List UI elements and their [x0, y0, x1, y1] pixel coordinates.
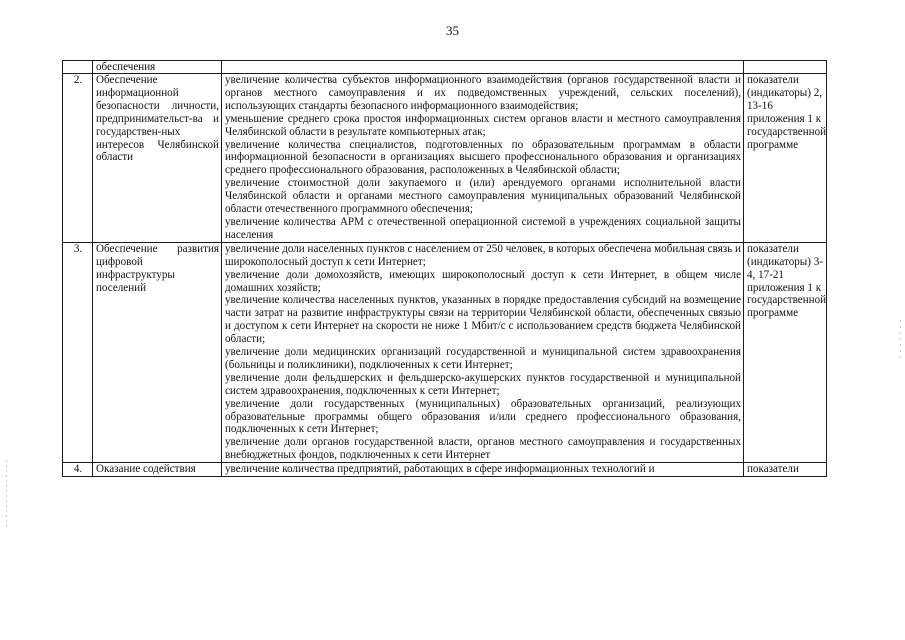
table-row: [63, 74, 827, 243]
program-table: [62, 60, 827, 477]
row-number: [63, 61, 93, 74]
task-cell: Обеспечение развития цифровой инфраструктуры поселений: [93, 242, 222, 462]
scan-artifact: [6, 460, 7, 530]
indicators-cell: показатели: [744, 463, 827, 477]
result-item: увеличение количества АРМ с отечественной операционной системой в учреждениях социальной защиты населения: [225, 215, 741, 241]
indicators-cell: показатели (индикаторы) 2, 13-16 приложения 1 к государственной программе: [744, 74, 827, 243]
page-number: 35: [446, 23, 459, 38]
table-row: [63, 61, 827, 74]
results-cell: [222, 242, 744, 462]
row-number: 4.: [63, 463, 93, 477]
result-item: увеличение доли фельдшерских и фельдшерско-акушерских пунктов государственной и муниципальной систем здравоохранения, подключенных к сети Интернет;: [225, 371, 741, 397]
result-item: увеличение стоимостной доли закупаемого и (или) арендуемого органами исполнительной власти Челябинской области и органами местного самоуправления муниципальных образований Челябинской области отечественного программного обеспечения;: [225, 177, 741, 216]
table-row: [63, 463, 827, 477]
result-item: увеличение количества специалистов, подготовленных по образовательным программам в области информационной безопасности в организациях высшего профессионального образования и организациях среднего профессионального образования, расположенных в Челябинской области;: [225, 138, 741, 177]
task-text: обеспечения: [96, 61, 156, 73]
result-item: увеличение доли органов государственной власти, органов местного самоуправления и государственных внебюджетных фондов, подключенных к сети Интернет: [225, 436, 741, 462]
result-item: увеличение количества предприятий, работающих в сфере информационных технологий и: [225, 463, 655, 476]
result-item: увеличение количества субъектов информационного взаимодействия (органов государственной власти и органов местного самоуправления и их подведомственных учреждений, сельских поселений), использующих стандарты безопасного информационного взаимодействия;: [225, 74, 741, 112]
result-item: уменьшение среднего срока простоя информационных систем органов власти и местного самоуправления Челябинской области в результате компьютерных атак;: [225, 112, 741, 138]
result-item: увеличение количества населенных пунктов, указанных в порядке предоставления субсидий на возмещение части затрат на развитие инфраструктуры связи на территории Челябинской области, обеспеченных связью и доступом к сети Интернет на скорости не ниже 1 Мбит/с с использованием средств бюджета Челябинской области;: [225, 294, 741, 346]
indicators-cell: [744, 61, 827, 74]
table-row: [63, 242, 827, 462]
result-item: увеличение доли медицинских организаций государственной и муниципальной систем здравоохранения (больницы и поликлиники), подключенных к сети Интернет;: [225, 346, 741, 371]
indicators-cell: показатели (индикаторы) 3-4, 17-21 приложения 1 к государственной программе: [744, 242, 827, 462]
task-cell: Обеспечение информационной безопасности личности, предпринимательст-ва и государствен-ных интересов Челябинской области: [93, 74, 222, 243]
task-cell: Оказание содействия: [93, 463, 222, 477]
results-cell: [222, 74, 744, 243]
scan-artifact: [900, 320, 901, 360]
result-item: увеличение доли населенных пунктов с населением от 250 человек, в которых обеспечена мобильная связь и широкополосный доступ к сети Интернет;: [225, 242, 741, 268]
result-item: увеличение доли государственных (муниципальных) образовательных организаций, реализующих образовательные программы общего образования и/или среднего профессионального образования, подключенных к сети Интернет;: [225, 397, 741, 436]
result-item: увеличение доли домохозяйств, имеющих широкополосный доступ к сети Интернет, в общем числе домашних хозяйств;: [225, 268, 741, 294]
row-number: 3.: [63, 242, 93, 462]
results-cell: [222, 61, 744, 74]
task-cell: [93, 61, 222, 74]
results-cell: [222, 463, 744, 477]
row-number: 2.: [63, 74, 93, 243]
